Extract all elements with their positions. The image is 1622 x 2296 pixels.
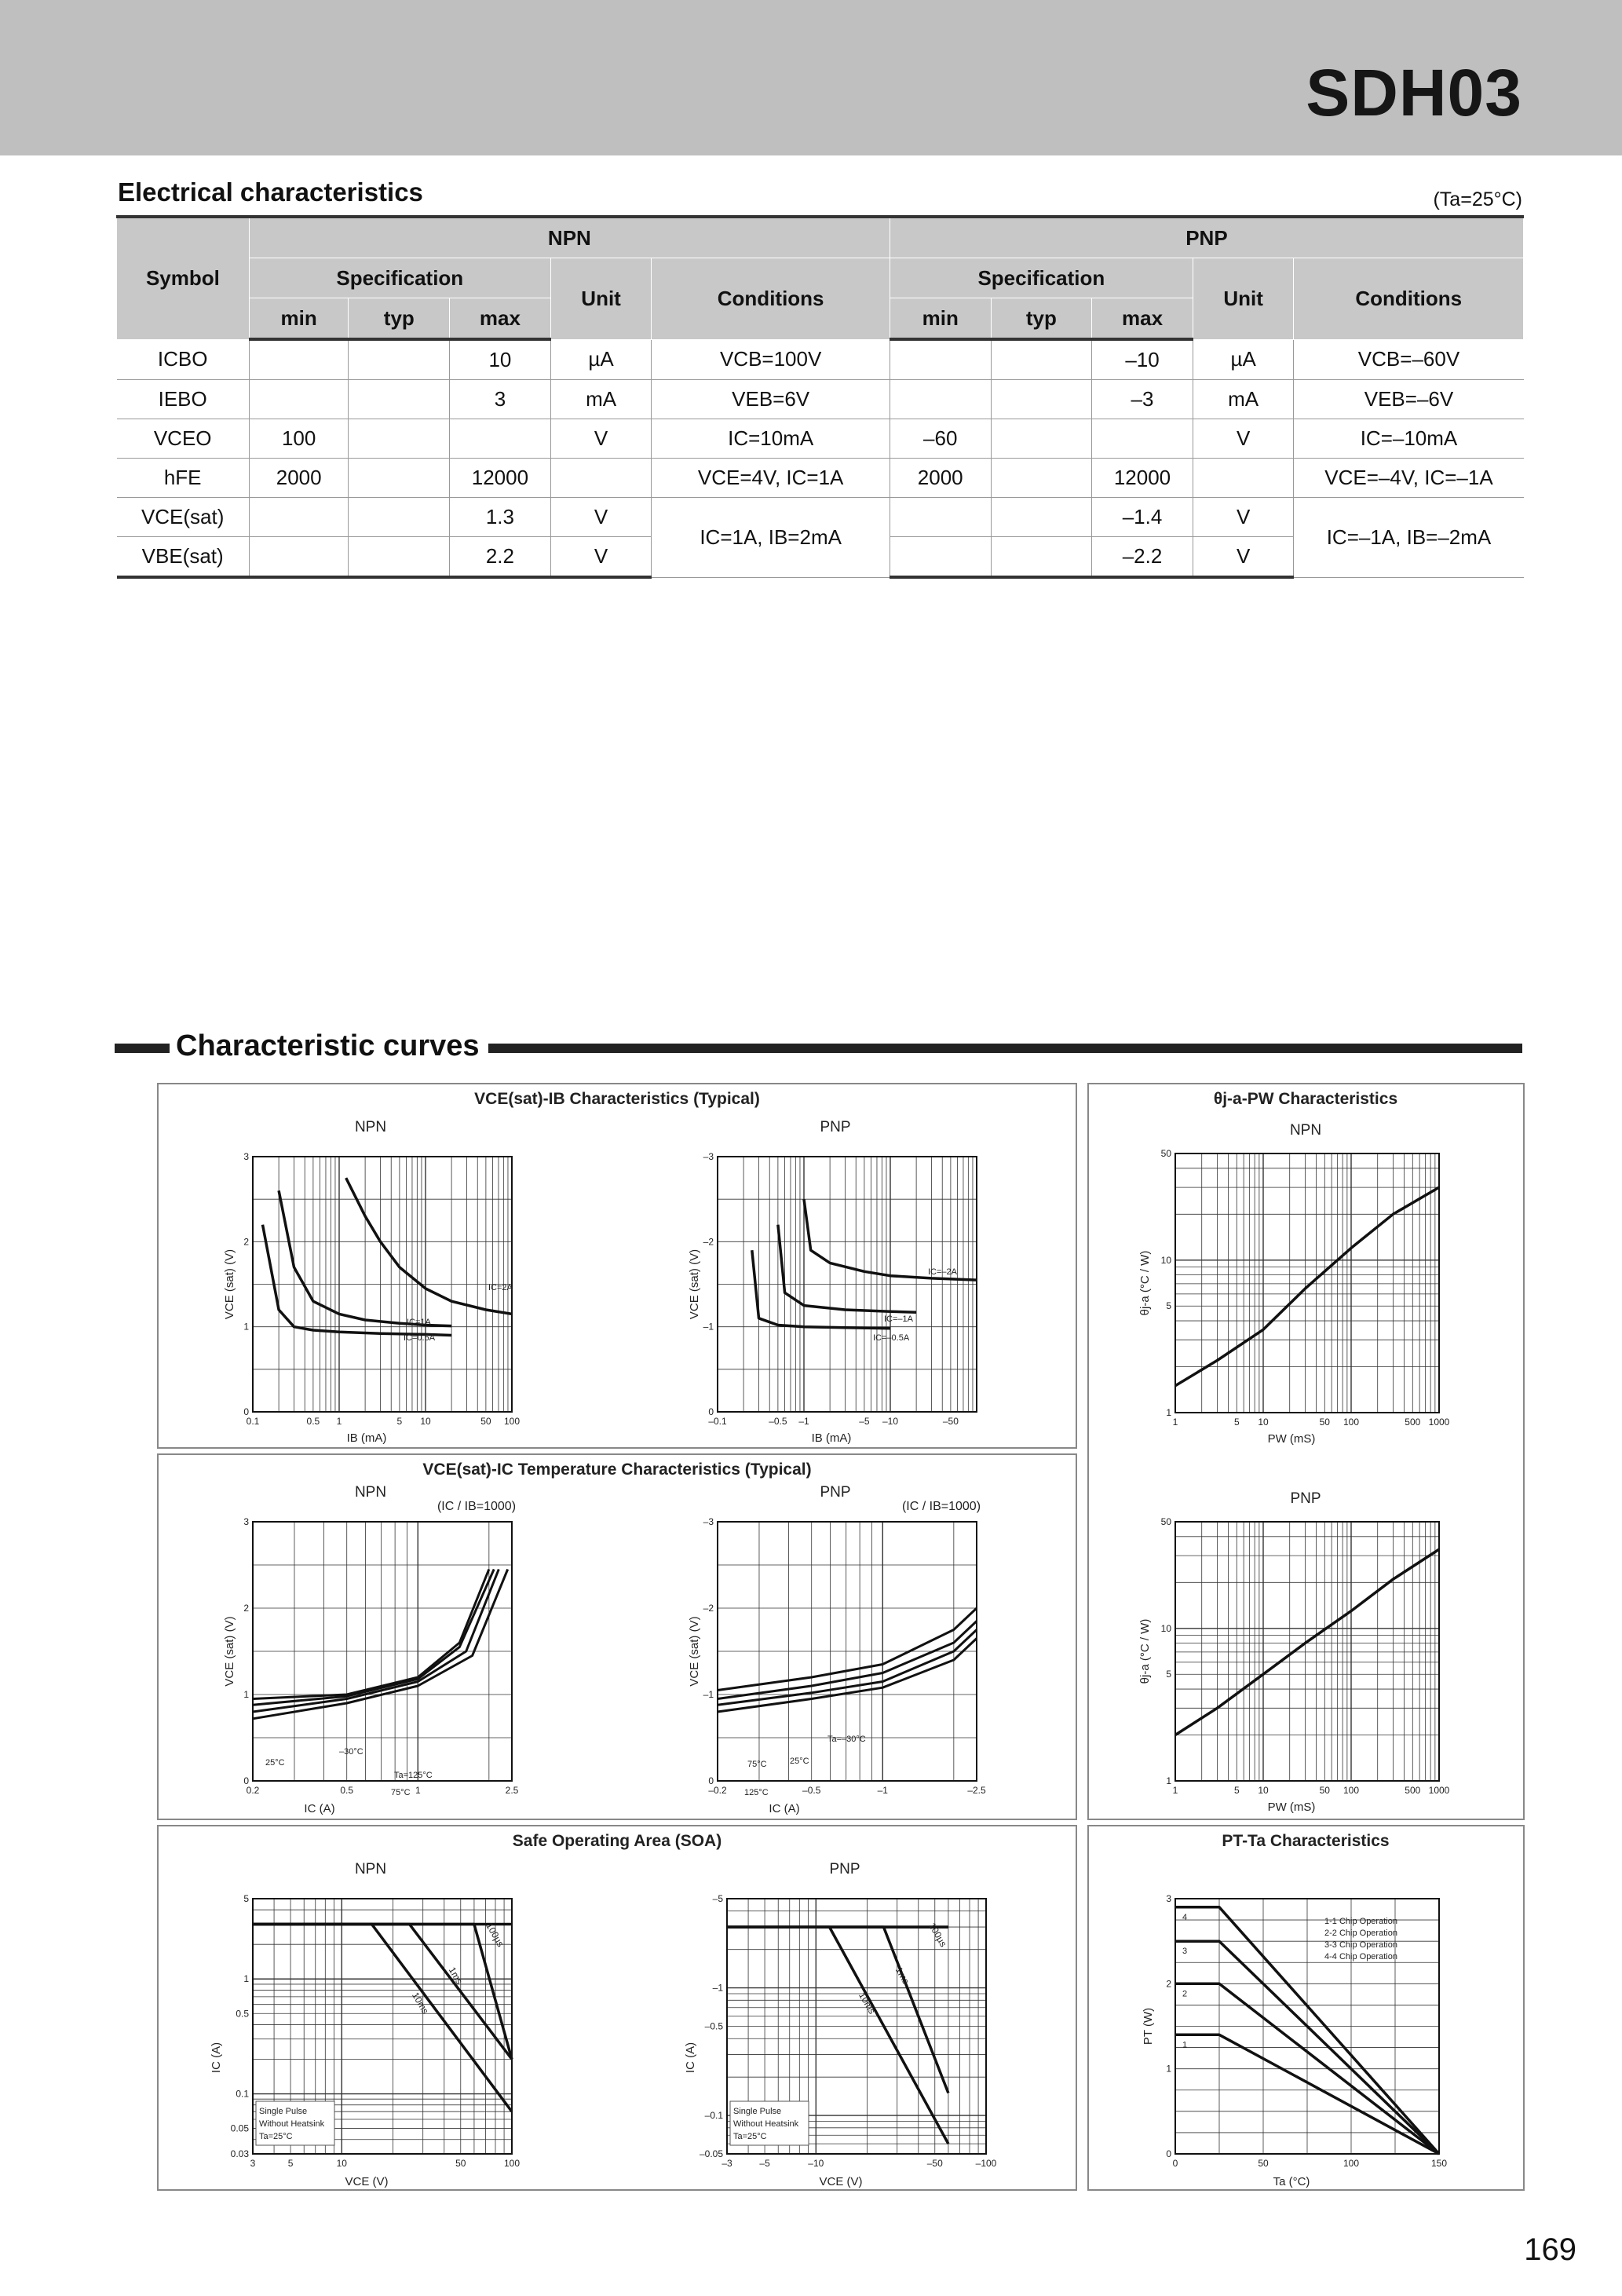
y-tick-label: –3 [703,1151,714,1162]
y-tick-label: –2 [703,1236,714,1248]
y-axis-label: IC (A) [210,2042,223,2074]
legend-text: 3-3 Chip Operation [1324,1940,1397,1950]
chart-title: Safe Operating Area (SOA) [512,1832,722,1850]
npn-max-cell: 10 [450,339,551,380]
npn-cond-cell: IC=1A, IB=2mA [652,498,890,578]
pnp-max-cell [1092,419,1193,459]
page-number: 169 [1524,2232,1576,2267]
y-tick-label: –0.5 [704,2020,723,2032]
x-tick-label: –1 [877,1785,888,1796]
y-axis-label: VCE (sat) (V) [223,1249,236,1320]
y-tick-label: –1 [703,1321,714,1333]
y-tick-label: 2 [243,1236,249,1248]
y-tick-label: 3 [1166,1893,1171,1904]
y-tick-label: 1 [243,1973,249,1985]
series-25°C [253,1570,494,1706]
pnp-unit-cell: V [1193,537,1294,578]
pnp-typ-cell [991,419,1092,459]
npn-cond-header: Conditions [652,258,890,340]
npn-header: NPN [249,217,890,258]
pnp-unit-cell: mA [1193,380,1294,419]
temp-label: Ta=125°C [394,1771,433,1780]
x-tick-label: 1000 [1428,1785,1450,1796]
x-tick-label: 10 [420,1416,431,1427]
y-tick-label: 10 [1160,1622,1171,1634]
plot-frame [1175,1522,1439,1781]
npn-max-header: max [450,298,551,340]
pnp-min-cell [890,498,991,537]
temp-label: Ta=–30°C [827,1735,866,1744]
table-row [117,459,1524,498]
x-axis-label: VCE (V) [345,2175,389,2188]
x-tick-label: –10 [808,2158,824,2169]
y-tick-label: 1 [243,1689,249,1700]
pnp-typ-cell [991,459,1092,498]
y-tick-label: 2 [243,1603,249,1614]
series-theta [1175,1187,1439,1386]
x-tick-label: –50 [926,2158,943,2169]
x-tick-label: 3 [250,2158,256,2169]
pnp-typ-cell [991,339,1092,380]
npn-min-cell: 100 [249,419,349,459]
y-tick-label: –0.05 [699,2148,723,2159]
pnp-unit-cell [1193,459,1294,498]
y-tick-label: 1 [1166,2063,1171,2075]
npn-spec-header: Specification [249,258,550,298]
x-tick-label: 0.5 [340,1785,354,1796]
npn-cond-cell: VCE=4V, IC=1A [652,459,890,498]
y-tick-label: 50 [1160,1516,1171,1527]
pulse-label: 1ms [893,1965,912,1987]
pnp-typ-header: typ [991,298,1092,340]
y-tick-label: 10 [1160,1254,1171,1266]
chart-subtitle: PNP [1290,1490,1321,1507]
pnp-cond-header: Conditions [1294,258,1524,340]
pnp-cond-cell: IC=–10mA [1294,419,1524,459]
plot-frame [1175,1153,1439,1413]
npn-unit-cell: V [550,537,652,578]
x-tick-label: –5 [759,2158,770,2169]
chart-theta-pw [1089,1084,1523,1819]
npn-typ-cell [349,380,450,419]
series-10ms [253,1925,512,2112]
x-tick-label: 1 [1172,1785,1178,1796]
npn-unit-cell: mA [550,380,652,419]
y-tick-label: –0.1 [704,2110,723,2122]
y-axis-label: VCE (sat) (V) [688,1616,701,1687]
chart-condition: (IC / IB=1000) [901,1500,981,1513]
legend-text: 4-4 Chip Operation [1324,1952,1397,1961]
y-tick-label: 3 [243,1516,249,1527]
chart-subtitle: NPN [354,1119,387,1135]
temp-label: 25°C [790,1757,809,1766]
y-tick-label: 5 [243,1893,249,1904]
note-text: Ta=25°C [259,2132,293,2141]
pnp-cond-cell: VCE=–4V, IC=–1A [1294,459,1524,498]
y-axis-label: VCE (sat) (V) [223,1616,236,1687]
x-tick-label: –2.5 [967,1785,986,1796]
panel-soa [157,1825,1077,2191]
chart-vce-ic [159,1455,1076,1819]
curve-label: IC=2A [488,1283,513,1292]
x-tick-label: 1000 [1428,1417,1450,1428]
x-tick-label: 0 [1172,2158,1178,2169]
x-tick-label: 0.1 [246,1416,260,1427]
x-tick-label: 100 [503,1416,521,1427]
npn-max-cell: 12000 [450,459,551,498]
y-tick-label: 0 [708,1406,714,1417]
x-tick-label: –0.5 [769,1416,787,1427]
x-axis-label: Ta (°C) [1273,2175,1310,2188]
x-axis-label: PW (mS) [1267,1801,1316,1814]
y-tick-label: 0 [243,1406,249,1417]
note-text: Without Heatsink [733,2119,799,2129]
x-tick-label: 5 [396,1416,403,1427]
y-tick-label: 5 [1166,1669,1171,1680]
pnp-max-cell: –3 [1092,380,1193,419]
x-tick-label: –5 [859,1416,870,1427]
temp-label: 125°C [744,1788,769,1797]
y-tick-label: –2 [703,1603,714,1614]
chart-title: VCE(sat)-IC Temperature Characteristics (Typical) [422,1461,812,1479]
x-tick-label: 50 [455,2158,466,2169]
x-tick-label: 5 [1233,1785,1240,1796]
x-tick-label: 100 [1343,1417,1360,1428]
panel-theta-pw [1087,1083,1525,1820]
symbol-cell: ICBO [117,339,250,380]
pulse-label: 100µs [926,1921,949,1949]
pnp-max-cell: 12000 [1092,459,1193,498]
pnp-spec-header: Specification [890,258,1193,298]
y-tick-label: 0.1 [236,2088,249,2100]
x-axis-label: VCE (V) [819,2175,863,2188]
x-tick-label: –10 [882,1416,899,1427]
x-tick-label: 50 [1258,2158,1269,2169]
y-tick-label: 0 [243,1775,249,1786]
x-tick-label: 10 [1258,1785,1269,1796]
npn-max-cell: 1.3 [450,498,551,537]
y-axis-label: θj-a (°C / W) [1138,1250,1152,1316]
npn-max-cell [450,419,551,459]
y-axis-label: θj-a (°C / W) [1138,1618,1152,1684]
npn-typ-cell [349,339,450,380]
series-1ms [727,1927,948,2093]
pnp-cond-cell: IC=–1A, IB=–2mA [1294,498,1524,578]
table-row [117,419,1524,459]
symbol-header: Symbol [117,217,250,339]
x-tick-label: 0.2 [246,1785,260,1796]
npn-min-cell [249,339,349,380]
series--30°C [253,1570,489,1699]
npn-typ-cell [349,498,450,537]
curve-label: IC=0.5A [404,1333,436,1343]
x-axis-label: IB (mA) [811,1431,852,1445]
x-tick-label: –0.1 [708,1416,727,1427]
pnp-typ-cell [991,537,1092,578]
panel-pt-ta [1087,1825,1525,2191]
y-tick-label: –1 [712,1982,723,1994]
line-number-label: 2 [1182,1989,1188,1999]
x-axis-label: IB (mA) [346,1431,387,1445]
table-row [117,339,1524,380]
npn-unit-cell: V [550,419,652,459]
y-axis-label: IC (A) [684,2042,697,2074]
pnp-min-cell: –60 [890,419,991,459]
npn-cond-cell: VCB=100V [652,339,890,380]
pnp-unit-header: Unit [1193,258,1294,340]
x-tick-label: 5 [287,2158,294,2169]
x-tick-label: 1 [336,1416,342,1427]
pnp-min-cell: 2000 [890,459,991,498]
y-tick-label: 3 [243,1151,249,1162]
y-tick-label: 0.03 [230,2148,249,2159]
symbol-cell: VBE(sat) [117,537,250,578]
symbol-cell: IEBO [117,380,250,419]
pnp-unit-cell: V [1193,419,1294,459]
npn-typ-cell [349,537,450,578]
y-tick-label: –1 [703,1689,714,1700]
pnp-min-cell [890,339,991,380]
pnp-max-cell: –2.2 [1092,537,1193,578]
pulse-label: 10ms [410,1990,431,2016]
y-tick-label: 50 [1160,1148,1171,1159]
y-tick-label: 0 [1166,2148,1171,2159]
chart-subtitle: NPN [354,1484,387,1501]
chart-title: PT-Ta Characteristics [1222,1832,1390,1850]
series-theta [1175,1549,1439,1735]
series-IC=-0.5A [752,1250,890,1329]
npn-min-cell [249,537,349,578]
npn-unit-cell: V [550,498,652,537]
chart-subtitle: NPN [354,1861,387,1877]
pnp-cond-cell: VCB=–60V [1294,339,1524,380]
npn-cond-cell: IC=10mA [652,419,890,459]
x-tick-label: 100 [1343,2158,1360,2169]
chart-soa [159,1826,1076,2189]
npn-typ-cell [349,459,450,498]
legend-text: 1-1 Chip Operation [1324,1917,1397,1926]
y-axis-label: PT (W) [1142,2007,1155,2046]
panel-vce-ic [157,1453,1077,1820]
pnp-typ-cell [991,380,1092,419]
npn-unit-cell [550,459,652,498]
ta-note: (Ta=25°C) [1433,188,1522,210]
line-number-label: 1 [1182,2040,1188,2050]
npn-max-cell: 3 [450,380,551,419]
chart-title: θj-a-PW Characteristics [1213,1090,1398,1108]
chart-subtitle: PNP [829,1861,860,1877]
line-number-label: 3 [1182,1947,1188,1957]
temp-label: 75°C [391,1788,411,1797]
electrical-title: Electrical characteristics [118,177,423,207]
x-tick-label: 5 [1233,1417,1240,1428]
x-tick-label: 1 [1172,1417,1178,1428]
x-tick-label: 10 [1258,1417,1269,1428]
npn-min-cell: 2000 [249,459,349,498]
chart-vce-ib [159,1084,1076,1447]
pnp-min-cell [890,380,991,419]
pulse-label: 100µs [484,1921,506,1949]
x-tick-label: –3 [721,2158,732,2169]
electrical-table [116,215,1524,579]
symbol-cell: VCEO [117,419,250,459]
curve-label: IC=–1A [884,1314,913,1324]
x-tick-label: –1 [798,1416,809,1427]
x-tick-label: 100 [1343,1785,1360,1796]
series-IC=2A [346,1178,512,1314]
note-text: Without Heatsink [259,2119,325,2129]
temp-label: 75°C [747,1760,767,1769]
y-tick-label: 0.5 [236,2008,249,2020]
curves-title-line [488,1044,1522,1053]
y-tick-label: 5 [1166,1300,1171,1312]
line-number-label: 4 [1182,1912,1188,1922]
chart-title: VCE(sat)-IB Characteristics (Typical) [474,1090,760,1108]
x-tick-label: 100 [503,2158,521,2169]
chart-subtitle: PNP [820,1484,851,1501]
pnp-unit-cell: V [1193,498,1294,537]
note-text: Single Pulse [259,2107,308,2116]
pnp-typ-cell [991,498,1092,537]
x-tick-label: 50 [1319,1417,1330,1428]
x-tick-label: 500 [1405,1785,1421,1796]
x-tick-label: 0.5 [306,1416,320,1427]
symbol-cell: hFE [117,459,250,498]
pnp-max-cell: –10 [1092,339,1193,380]
x-tick-label: –100 [975,2158,997,2169]
npn-min-header: min [249,298,349,340]
part-number: SDH03 [1306,56,1522,130]
panel-vce-ib [157,1083,1077,1449]
y-tick-label: –3 [703,1516,714,1527]
y-tick-label: 2 [1166,1978,1171,1990]
x-tick-label: 50 [1319,1785,1330,1796]
temp-label: 25°C [265,1758,285,1768]
x-tick-label: 150 [1430,2158,1448,2169]
y-tick-label: 0.05 [230,2122,249,2134]
pnp-max-header: max [1092,298,1193,340]
pnp-unit-cell: µA [1193,339,1294,380]
npn-min-cell [249,380,349,419]
chart-pt-ta [1089,1826,1523,2189]
x-tick-label: 2.5 [505,1785,519,1796]
curve-label: IC=–2A [928,1267,957,1277]
pnp-min-header: min [890,298,991,340]
note-text: Ta=25°C [733,2132,767,2141]
symbol-cell: VCE(sat) [117,498,250,537]
curves-title-bar [115,1044,170,1053]
pnp-min-cell [890,537,991,578]
legend-text: 2-2 Chip Operation [1324,1929,1397,1938]
x-tick-label: –50 [942,1416,959,1427]
npn-typ-header: typ [349,298,450,340]
curve-label: IC=–0.5A [873,1333,910,1343]
x-tick-label: 10 [336,2158,347,2169]
pnp-header: PNP [890,217,1523,258]
y-tick-label: 1 [243,1321,249,1333]
y-tick-label: 0 [708,1775,714,1786]
pulse-label: 1ms [446,1965,466,1987]
npn-unit-header: Unit [550,258,652,340]
temp-label: –30°C [339,1747,363,1757]
y-axis-label: VCE (sat) (V) [688,1249,701,1320]
table-row [117,380,1524,419]
x-tick-label: 500 [1405,1417,1421,1428]
y-tick-label: 1 [1166,1407,1171,1418]
chart-subtitle: NPN [1289,1122,1322,1139]
x-tick-label: 1 [415,1785,421,1796]
chart-subtitle: PNP [820,1119,851,1135]
curves-title: Characteristic curves [176,1029,480,1062]
pnp-cond-cell: VEB=–6V [1294,380,1524,419]
x-axis-label: IC (A) [769,1802,800,1815]
npn-cond-cell: VEB=6V [652,380,890,419]
npn-typ-cell [349,419,450,459]
table-row [117,498,1524,537]
x-tick-label: –0.5 [802,1785,821,1796]
pulse-label: 10ms [857,1990,878,2016]
y-tick-label: 1 [1166,1775,1171,1786]
pnp-max-cell: –1.4 [1092,498,1193,537]
npn-unit-cell: µA [550,339,652,380]
note-text: Single Pulse [733,2107,782,2116]
y-tick-label: –5 [712,1893,723,1904]
x-tick-label: –0.2 [708,1785,727,1796]
npn-min-cell [249,498,349,537]
x-axis-label: PW (mS) [1267,1432,1316,1446]
x-axis-label: IC (A) [304,1802,335,1815]
x-tick-label: 50 [480,1416,491,1427]
chart-condition: (IC / IB=1000) [437,1500,517,1513]
curve-label: IC=1A [407,1318,431,1327]
npn-max-cell: 2.2 [450,537,551,578]
